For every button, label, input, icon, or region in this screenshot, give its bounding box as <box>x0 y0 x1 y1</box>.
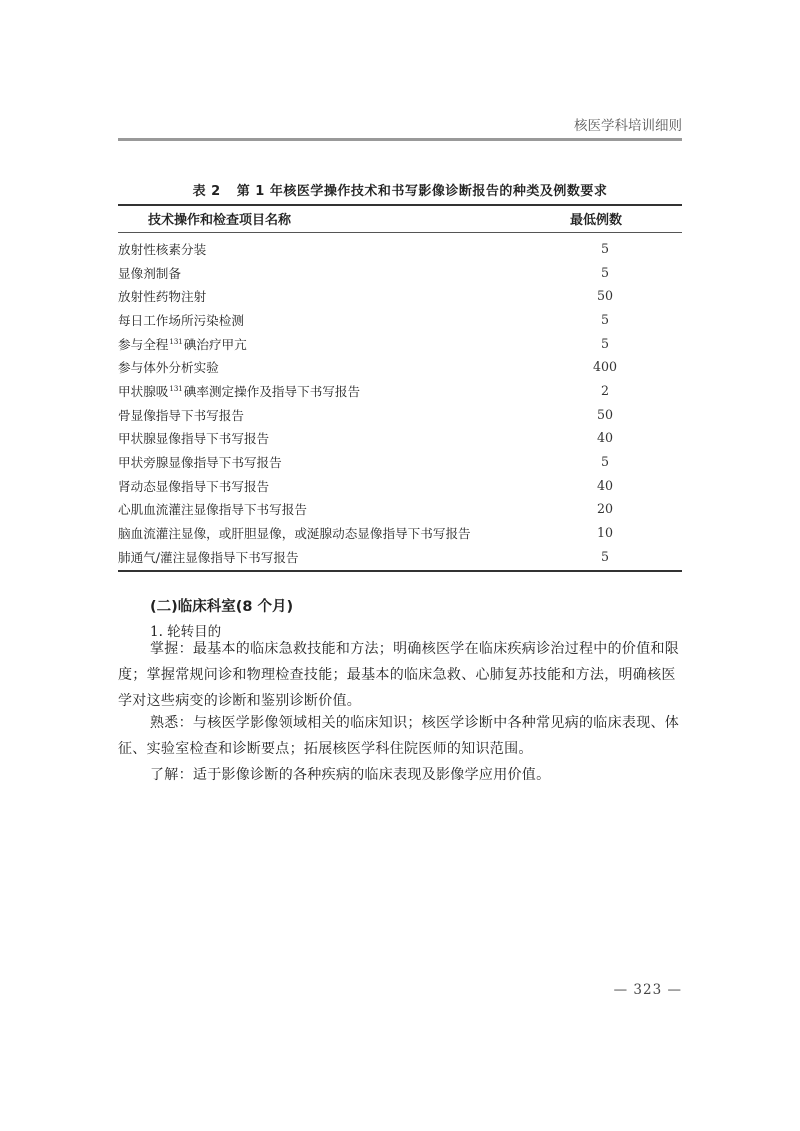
column-header-count: 最低例数 <box>569 213 622 228</box>
row-count: 40 <box>596 477 614 493</box>
row-count: 50 <box>596 406 614 422</box>
row-item: 甲状旁腺显像指导下书写报告 <box>118 455 282 471</box>
table-row <box>118 521 682 545</box>
table-header-row <box>118 206 682 232</box>
row-item: 放射性核素分装 <box>118 241 207 257</box>
row-item <box>118 334 538 353</box>
row-item-text: 甲状腺吸 <box>118 383 169 399</box>
isotope-superscript: 131 <box>169 384 183 393</box>
table-row <box>118 284 682 308</box>
row-count: 10 <box>596 525 614 541</box>
table-bottom-rule <box>118 570 682 572</box>
column-header-item: 技术操作和检查项目名称 <box>148 213 292 228</box>
table-row <box>118 426 682 450</box>
row-item: 每日工作场所污染检测 <box>118 312 244 328</box>
row-count: 400 <box>592 359 618 375</box>
table-row <box>118 355 682 379</box>
section-heading: (二)临床科室(8 个月) <box>150 599 294 615</box>
table-row <box>118 497 682 521</box>
row-item: 放射性药物注射 <box>118 289 207 305</box>
table-row <box>118 450 682 474</box>
row-item: 骨显像指导下书写报告 <box>118 407 244 423</box>
row-item: 显像剂制备 <box>118 265 181 281</box>
row-count: 2 <box>600 382 609 398</box>
row-count: 5 <box>600 240 609 256</box>
requirements-table <box>118 204 682 572</box>
row-count: 40 <box>596 430 614 446</box>
row-count: 5 <box>600 454 609 470</box>
table-row <box>118 379 682 403</box>
paragraph-understand: 了解：适于影像诊断的各种疾病的临床表现及影像学应用价值。 <box>150 767 551 783</box>
table-caption <box>118 180 682 199</box>
header-rule <box>118 138 682 141</box>
paragraph-master: 掌握：最基本的临床急救技能和方法；明确核医学在临床疾病诊治过程中的价值和限度；掌握常规问诊和物理检查技能；最基本的临床急救、心肺复苏技能和方法，明确核医学对这些病变的诊断和鉴别诊断价值。 <box>118 641 680 709</box>
page-number: — 323 — <box>613 982 682 998</box>
table-row <box>118 473 682 497</box>
table-row <box>118 544 682 568</box>
row-count: 5 <box>600 311 609 327</box>
row-item-text: 参与全程 <box>118 336 169 352</box>
table-row <box>118 237 682 261</box>
row-count: 50 <box>596 288 614 304</box>
table-row <box>118 402 682 426</box>
row-item: 参与体外分析实验 <box>118 360 219 376</box>
row-item-text: 碘治疗甲亢 <box>183 336 247 352</box>
row-count: 5 <box>600 264 609 280</box>
row-item-text: 碘率测定操作及指导下书写报告 <box>183 383 361 399</box>
row-item: 心肌血流灌注显像指导下书写报告 <box>118 502 307 518</box>
row-item: 甲状腺显像指导下书写报告 <box>118 431 270 447</box>
row-item: 肾动态显像指导下书写报告 <box>118 478 270 494</box>
row-item <box>118 381 538 400</box>
row-item: 脑血流灌注显像，或肝胆显像，或涎腺动态显像指导下书写报告 <box>118 526 471 542</box>
paragraph-familiar: 熟悉：与核医学影像领域相关的临床知识；核医学诊断中各种常见病的临床表现、体征、实验室检查和诊断要点；拓展核医学科住院医师的知识范围。 <box>118 715 680 757</box>
table-row <box>118 331 682 355</box>
running-header: 核医学科培训细则 <box>574 118 682 134</box>
table-caption-label: 表 2 <box>192 184 221 199</box>
row-item: 肺通气/灌注显像指导下书写报告 <box>118 549 299 565</box>
table-row <box>118 260 682 284</box>
row-count: 20 <box>596 501 614 517</box>
table-body <box>118 233 682 571</box>
table-row <box>118 308 682 332</box>
isotope-superscript: 131 <box>169 337 183 346</box>
table-caption-title: 第 1 年核医学操作技术和书写影像诊断报告的种类及例数要求 <box>236 184 608 199</box>
section-subheading: 1. 轮转目的 <box>150 624 222 640</box>
row-count: 5 <box>600 548 609 564</box>
row-count: 5 <box>600 335 609 351</box>
